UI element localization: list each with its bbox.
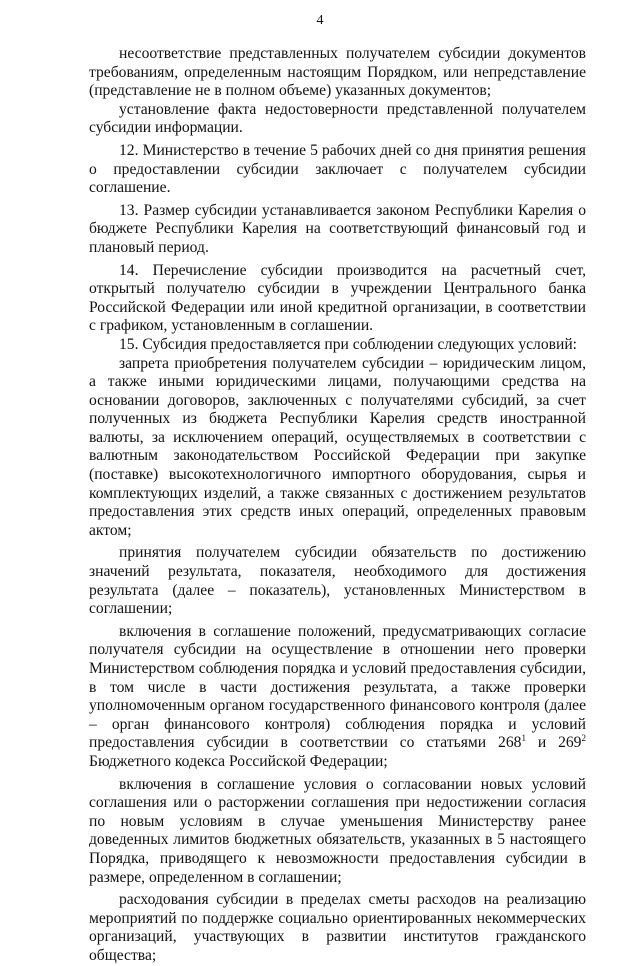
paragraph-control-consent — [89, 623, 586, 772]
paragraph-new-conditions: включения в соглашение условия о согласовании новых условий соглашения или о расторжении соглашения при недостижении согласия по новым условиям в случае уменьшения Министерству ранее доведенных лимитов бюджетных обязательств, указанных в 5 настоящего Порядка, приводящего к невозможности предоставления субсидии в размере, определенном в соглашении; — [89, 775, 586, 886]
paragraph-result-obligations: принятия получателем субсидии обязательств по достижению значений результата, показателя, необходимого для достижения результата (далее – показатель), установленных Министерством в соглашении; — [89, 544, 586, 618]
control-text-after: Бюджетного кодекса Российской Федерации; — [89, 752, 388, 770]
page-number: 4 — [316, 13, 324, 28]
control-text-before: включения в соглашение положений, предусматривающих согласие получателя субсидии на осуществление в отношении него проверки Министерством соблюдения порядка и условий предоставления субсидии, в том числе в части достижения результата, а также проверки уполномоченным органом государственного финансового контроля (далее – орган финансового контроля) соблюдения порядка и условий предоставления субсидии в соответствии со статьями 268 — [89, 622, 586, 752]
paragraph-item-12: 12. Министерство в течение 5 рабочих дней со дня принятия решения о предоставлении субсидии заключает с получателем субсидии соглашение. — [89, 141, 586, 197]
paragraph-item-13: 13. Размер субсидии устанавливается законом Республики Карелия о бюджете Республики Карелия на соответствующий финансовый год и плановый период. — [89, 201, 586, 256]
paragraph-item-15: 15. Субсидия предоставляется при соблюдении следующих условий: — [119, 335, 578, 353]
paragraph-false-information: установление факта недостоверности представленной получателем субсидии информации. — [89, 100, 586, 137]
paragraph-item-14: 14. Перечисление субсидии производится на расчетный счет, открытый получателю субсидии в учреждении Центрального банка Российской Федерации или иной кредитной организации, в соответствии с графиком, установленным в соглашении. — [89, 261, 586, 335]
paragraph-currency-ban: запрета приобретения получателем субсидии – юридическим лицом, а также иными юридическими лицами, получающими средства на основании договоров, заключенных с получателями субсидий, за счет полученных из бюджета Республики Карелия средств иностранной валюты, за исключением операций, осуществляемых в соответствии с валютным законодательством Российской Федерации при закупке (поставке) высокотехнологичного импортного оборудования, сырья и комплектующих изделий, а также связанных с достижением результатов предоставления этих средств иных операций, определенных правовым актом; — [89, 354, 586, 539]
control-text-mid: и 269 — [525, 734, 582, 752]
paragraph-spending-estimate: расходования субсидии в пределах сметы расходов на реализацию мероприятий по поддержке социально ориентированных некоммерческих организаций, участвующих в развитии институтов гражданского общества; — [89, 891, 586, 964]
paragraph-document-mismatch: несоответствие представленных получателем субсидии документов требованиям, определенным настоящим Порядком, или непредставление (представление не в полном объеме) указанных документов; — [89, 45, 586, 100]
document-body — [89, 45, 586, 966]
article-268-superscript: 1 — [521, 733, 526, 744]
article-269-superscript: 2 — [581, 733, 586, 744]
